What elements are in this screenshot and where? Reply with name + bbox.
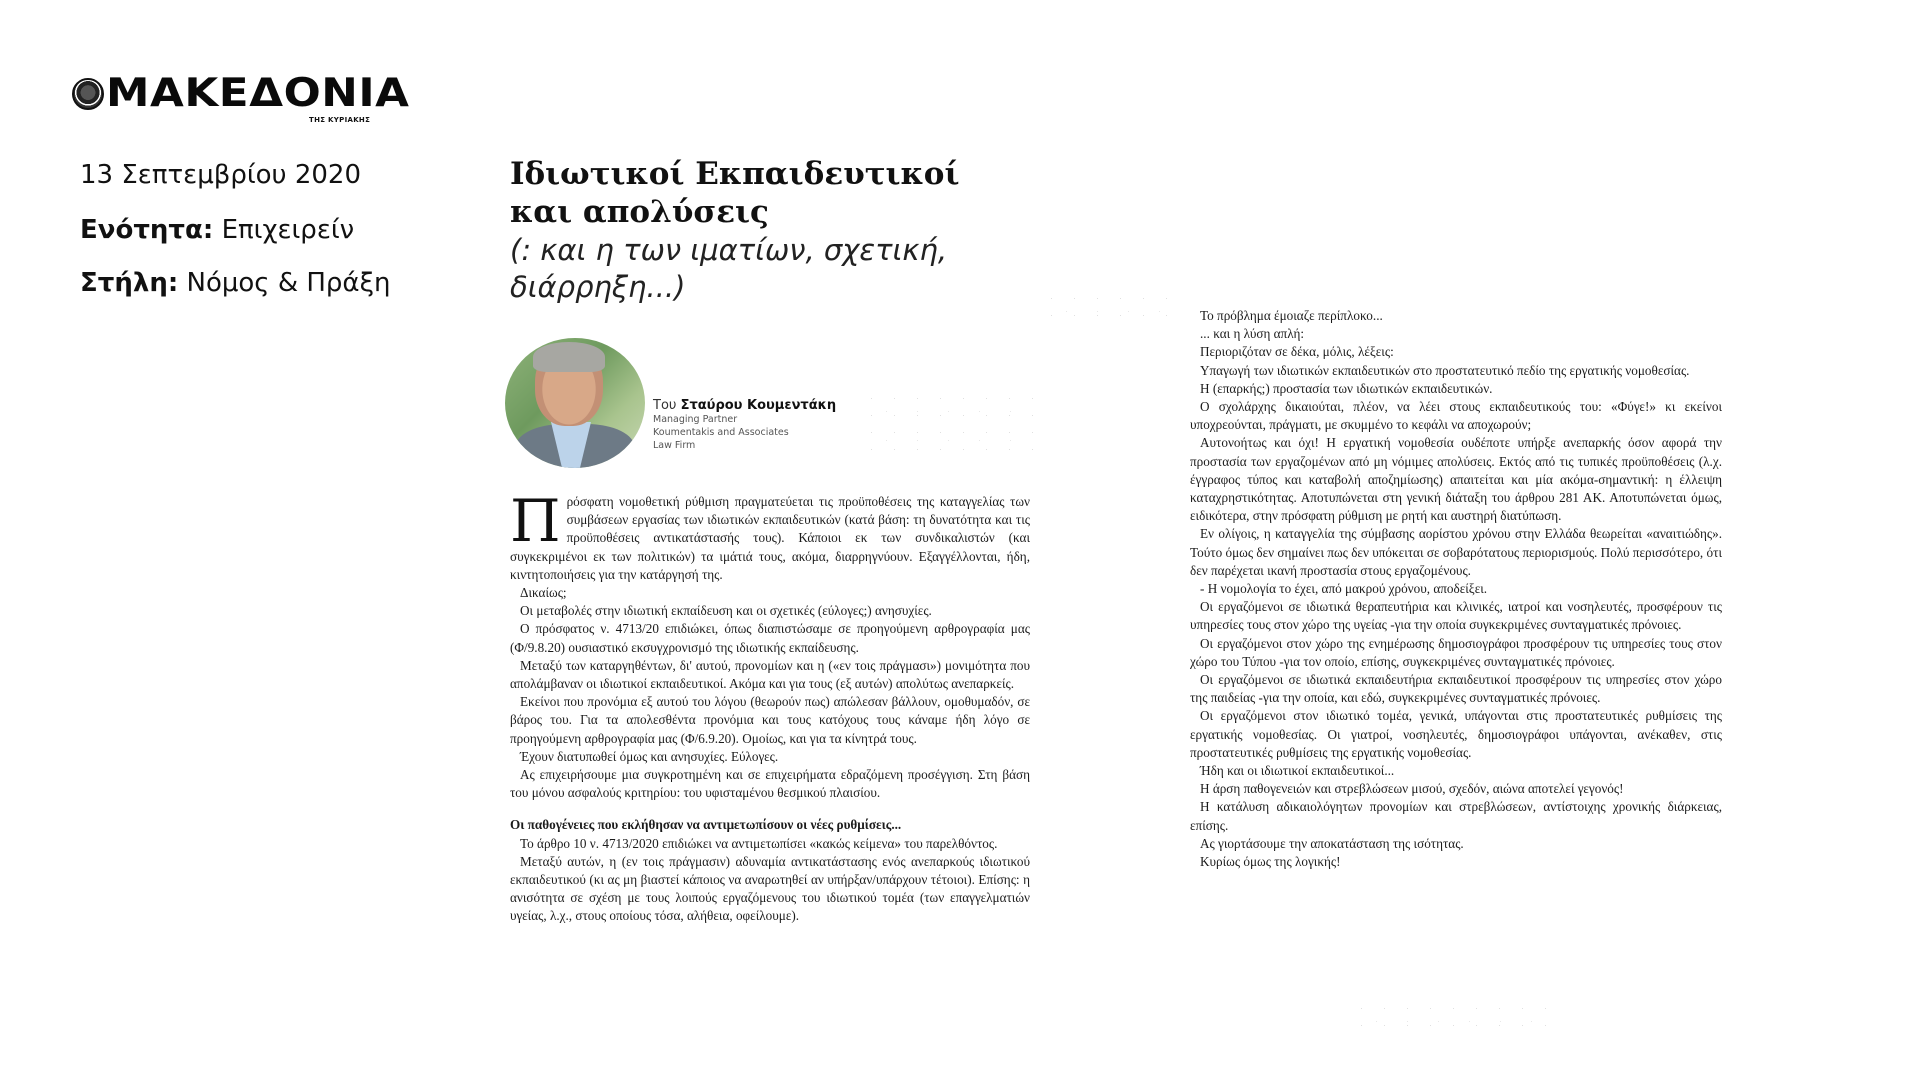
article-paragraph: Ο πρόσφατος ν. 4713/20 επιδιώκει, όπως διαπιστώσαμε σε προηγούμενη αρθρογραφία μας (Φ/9.8.20) ουσιαστικό εκσυγχρονισμό της ιδιωτικής εκπαίδευσης. (510, 621, 1030, 655)
author-firm: Koumentakis and Associates (653, 427, 789, 438)
section-label: Ενότητα: (80, 215, 214, 245)
author-name: Σταύρου Κουμεντάκη (680, 398, 837, 413)
article-paragraph: Το άρθρο 10 ν. 4713/2020 επιδιώκει να αντιμετωπίσει «κακώς κείμενα» του παρελθόντος. (520, 835, 998, 851)
article-paragraph: Πρόσφατη νομοθετική ρύθμιση πραγματεύεται τις προϋποθέσεις της καταγγελίας των συμβάσεων εργασίας των ιδιωτικών εκπαιδευτικών (κατά βάση: τη δυνατότητα και τις προϋποθέσεις αντικατάστασής τους). Κάποιοι εκ των συνδικαλιστών (και συγκεκριμένοι εκ των πολιτικών) τα ιμάτιά τους, ακόμα, διαρρηγνύουν. Εξαγγέλλονται, ήδη, κιντητοποιήσεις για την κατάργησή της. (510, 487, 1030, 582)
article-paragraph: Το πρόβλημα έμοιαζε περίπλοκο... (1200, 308, 1383, 323)
section-value: Επιχειρείν (221, 215, 355, 245)
article-paragraph: Ας γιορτάσουμε την αποκατάσταση της ισότητας. (1200, 835, 1464, 851)
article-paragraph: Εν ολίγοις, η καταγγελία της σύμβασης αορίστου χρόνου στην Ελλάδα θεωρείται «αναιτιώδης». Τούτο όμως δεν σημαίνει πως δεν υπόκειται σε σοβαρότατους περιορισμούς. Πολύ περισσότερο, ότι δεν παρέχεται ικανή προστασία στους εργαζομένους. (1190, 526, 1722, 578)
scan-noise (1040, 290, 1180, 330)
column-label: Στήλη: (80, 268, 179, 298)
article-title-line-1: Ιδιωτικοί Εκπαιδευτικοί (510, 156, 960, 192)
article-paragraph: Ας επιχειρήσουμε μια συγκροτημένη και σε επιχειρήματα εδραζόμενη προσέγγιση. Στη βάση του μόνου ασφαλούς κριτηρίου: του υφισταμένου θεσμικού πλαισίου. (510, 767, 1030, 801)
drop-cap: Π (510, 487, 561, 555)
article-paragraph: Περιοριζόταν σε δέκα, μόλις, λέξεις: (1200, 344, 1394, 360)
author-info (653, 398, 836, 452)
byline-prefix: Του (653, 398, 677, 413)
author-byline (653, 398, 836, 413)
article-paragraph: Οι εργαζόμενοι στον ιδιωτικό τομέα, γενικά, υπάγονται στις προστατευτικές ρυθμίσεις της εργατικής νομοθεσίας. Οι γιατροί, νοσηλευτές, δημοσιογράφοι υπάγονται, ανέκαθεν, στις προστατευτικές ρυθμίσεις της εργατικής νομοθεσίας. (1190, 708, 1722, 760)
article-paragraph: ... και η λύση απλή: (1200, 326, 1305, 342)
article-paragraph: Έχουν διατυπωθεί όμως και ανησυχίες. Εύλογες. (520, 748, 779, 764)
newspaper-logo: ΜΑΚΕΔΟΝΙΑ (106, 71, 410, 116)
article-subtitle-line-1: (: και η των ιματίων, σχετική, (510, 233, 948, 267)
author-firm-type: Law Firm (653, 440, 696, 451)
author-photo (505, 338, 645, 468)
section-info (80, 215, 354, 245)
article-paragraph: Ήδη και οι ιδιωτικοί εκπαιδευτικοί... (1200, 763, 1395, 779)
newspaper-masthead (72, 71, 410, 124)
newspaper-logo-subtitle: ΤΗΣ ΚΥΡΙΑΚΗΣ (309, 116, 371, 124)
scan-noise (1350, 1000, 1550, 1030)
article-paragraph: Οι μεταβολές στην ιδιωτική εκπαίδευση και οι σχετικές (εύλογες;) ανησυχίες. (520, 603, 932, 619)
article-paragraph: Η άρση παθογενειών και στρεβλώσεων μισού, σχεδόν, αιώνα αποτελεί γεγονός! (1200, 781, 1624, 797)
article-paragraph: Ο σχολάρχης δικαιούται, πλέον, να λέει στους εκπαιδευτικούς του: «Φύγε!» κι εκείνοι υποχρεούνται, πράγματι, με σκυμμένο το κεφάλι να αποχωρούν; (1190, 399, 1722, 433)
article-paragraph: Οι εργαζόμενοι σε ιδιωτικά θεραπευτήρια και κλινικές, ιατροί και νοσηλευτές, προσφέρουν τις υπηρεσίες τους στον χώρο της υγείας -για την οποία συγκεκριμένες συνταγματικές πρόνοιες. (1190, 599, 1722, 633)
article-column-right (1190, 307, 1722, 871)
article-paragraph: Εκείνοι που προνόμια εξ αυτού του λόγου (θεωρούν πως) απώλεσαν βάλλουν, ομοθυμαδόν, σε βάρος του. Για τα απολεσθέντα προνόμια και τους κατόχους τους κάναμε ήδη λόγο σε προηγούμενη αρθρογραφία μας (Φ/6.9.20). Ομοίως, και για τα κίνητρά τους. (510, 694, 1030, 746)
author-block (505, 338, 965, 468)
coin-seal-icon (72, 78, 104, 110)
article-paragraph: - Η νομολογία το έχει, από μακρού χρόνου, αποδείξει. (1200, 581, 1488, 597)
article-paragraph: Η κατάλυση αδικαιολόγητων προνομίων και στρεβλώσεων, αντίστοιχης χρονικής διάρκειας, επίσης. (1190, 799, 1722, 833)
author-role: Managing Partner (653, 414, 738, 425)
article-paragraph: Οι εργαζόμενοι στον χώρο της ενημέρωσης δημοσιογράφοι προσφέρουν τις υπηρεσίες τους στον χώρο του Τύπου -για τον οποίο, επίσης, συγκεκριμένες συνταγματικές πρόνοιες. (1190, 635, 1722, 669)
article-headline (510, 155, 1030, 305)
article-subheading: Οι παθογένειες που εκλήθησαν να αντιμετωπίσουν οι νέες ρυθμίσεις... (510, 817, 902, 833)
article-paragraph: Η (επαρκής;) προστασία των ιδιωτικών εκπαιδευτικών. (1200, 380, 1493, 396)
article-title-line-2: και απολύσεις (510, 194, 769, 230)
article-column-left (510, 487, 1030, 926)
column-info (80, 268, 391, 298)
article-paragraph: Υπαγωγή των ιδιωτικών εκπαιδευτικών στο προστατευτικό πεδίο της εργατικής νομοθεσίας. (1200, 362, 1690, 378)
article-paragraph: Οι εργαζόμενοι σε ιδιωτικά εκπαιδευτήρια εκπαιδευτικοί προσφέρουν τις υπηρεσίες στον χώρο της παιδείας -για την οποία, και εδώ, συγκεκριμένες συνταγματικές πρόνοιες. (1190, 672, 1722, 706)
article-paragraph: Μεταξύ των καταργηθέντων, δι' αυτού, προνομίων και η («εν τοις πράγμασι») μονιμότητα που απολάμβαναν οι ιδιωτικοί εκπαιδευτικοί. Ακόμα και για τους (εξ αυτών) απολύτως ανεπαρκείς. (510, 657, 1030, 692)
publication-date: 13 Σεπτεμβρίου 2020 (80, 160, 362, 190)
article-subtitle-line-2: διάρρηξη...) (510, 270, 686, 304)
article-paragraph: Μεταξύ αυτών, η (εν τοις πράγμασιν) αδυναμία αντικατάστασης ενός ανεπαρκούς ιδιωτικού εκπαιδευτικού (κι ας μη βιαστεί κάποιος να αναρωτηθεί αν υπήρξαν/υπάρχουν τέτοιοι). Επίσης: η ανισότητα σε σχέση με τους λοιπούς εργαζόμενους του ιδιωτικού τομέα (των επαγγελματιών υγείας, λ.χ., στους οποίους τόσα, αλήθεια, οφείλουμε). (510, 853, 1030, 924)
article-paragraph: Δικαίως; (520, 585, 567, 601)
article-paragraph: Αυτονοήτως και όχι! Η εργατική νομοθεσία ουδέποτε υπήρξε ανεπαρκής όσον αφορά την προστασία των εργαζομένων από μη νόμιμες απολύσεις. Εκτός από τις τυπικές προϋποθέσεις (λ.χ. έγγραφος τύπος και καταβολή αποζημίωσης) απαιτείται και μία ακόμα-σημαντική: η έλλειψη καταχρηστικότητας. Αποτυπώνεται στη γενική διάταξη του άρθρου 281 ΑΚ. Αποτυπώνεται όμως, ειδικότερα, στην πρόσφατη ρύθμιση με ρητή και αυστηρή διατύπωση. (1190, 435, 1722, 524)
article-paragraph: Κυρίως όμως της λογικής! (1200, 854, 1341, 870)
column-value: Νόμος & Πράξη (186, 268, 391, 298)
